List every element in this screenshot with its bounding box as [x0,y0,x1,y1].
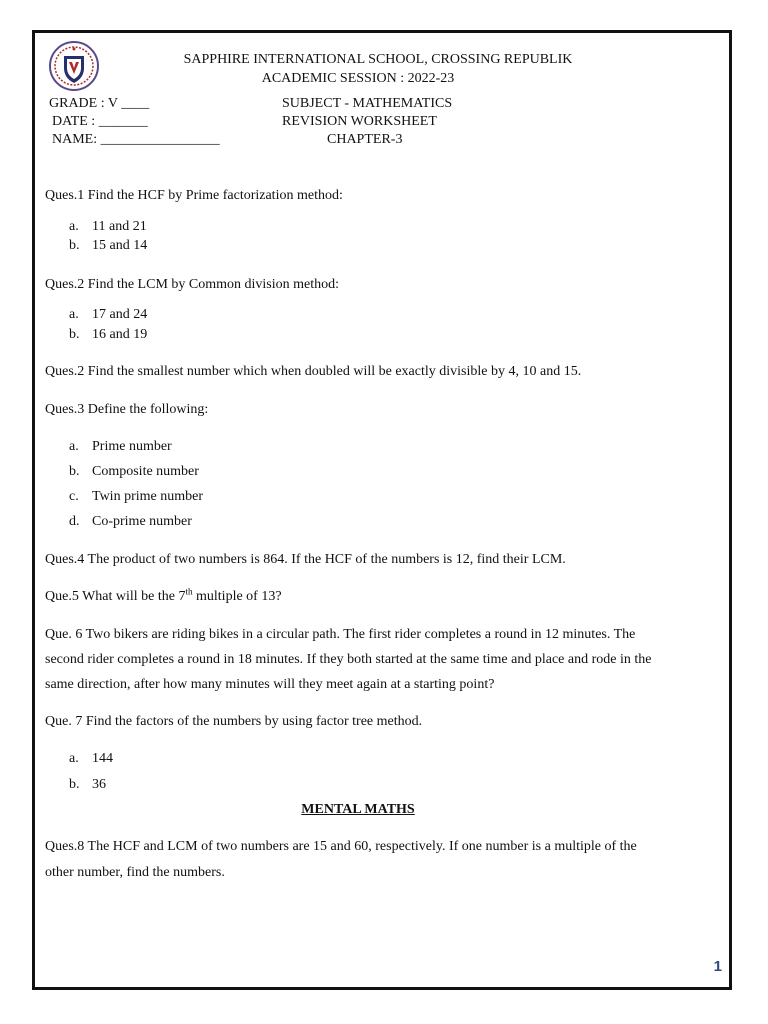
page-number: 1 [713,958,722,975]
list-marker: b. [69,464,80,479]
question-6-line: same direction, after how many minutes will they meet again at a starting point? [45,677,495,692]
section-heading: MENTAL MATHS [301,802,415,817]
date-field: DATE : _______ [52,114,148,129]
question-3: Ques.3 Define the following: [45,402,209,417]
list-marker: b. [69,777,80,792]
question-6-line: second rider completes a round in 18 minutes. If they both started at the same time and place and rode in the [45,652,652,667]
list-marker: a. [69,219,79,234]
grade-field: GRADE : V ____ [49,96,150,111]
list-item: 144 [92,751,113,766]
list-item: Twin prime number [92,489,203,504]
list-item: 36 [92,777,106,792]
list-item: 15 and 14 [92,238,148,253]
school-name: SAPPHIRE INTERNATIONAL SCHOOL, CROSSING REPUBLIK [183,52,573,67]
question-1: Ques.1 Find the HCF by Prime factorization method: [45,188,343,203]
list-marker: b. [69,327,80,342]
question-7: Que. 7 Find the factors of the numbers by using factor tree method. [45,714,423,729]
list-marker: b. [69,238,80,253]
question-5-text: Que.5 What will be the 7 [45,589,186,604]
list-marker: a. [69,751,79,766]
list-item: Prime number [92,439,172,454]
list-item: Co-prime number [92,514,192,529]
list-marker: a. [69,439,79,454]
question-2b: Ques.2 Find the smallest number which when doubled will be exactly divisible by 4, 10 and 15. [45,364,582,379]
question-8-line: Ques.8 The HCF and LCM of two numbers are 15 and 60, respectively. If one number is a multiple of the [45,839,637,854]
ordinal-suffix: th [185,586,193,597]
subject-label: SUBJECT - MATHEMATICS [282,96,453,111]
question-6-line: Que. 6 Two bikers are riding bikes in a circular path. The first rider completes a round in 12 minutes. The [45,627,636,642]
name-field: NAME: _________________ [52,132,220,147]
academic-session: ACADEMIC SESSION : 2022-23 [261,71,455,86]
question-4: Ques.4 The product of two numbers is 864. If the HCF of the numbers is 12, find their LCM. [45,552,566,567]
question-2: Ques.2 Find the LCM by Common division method: [45,277,340,292]
question-5 [45,588,282,605]
list-item: Composite number [92,464,199,479]
list-marker: d. [69,514,80,529]
question-8-line: other number, find the numbers. [45,865,225,880]
list-marker: c. [69,489,79,504]
worksheet-title: REVISION WORKSHEET [282,114,437,129]
list-item: 11 and 21 [92,219,147,234]
question-5-text-end: multiple of 13? [192,589,282,604]
chapter-label: CHAPTER-3 [327,132,403,147]
list-item: 17 and 24 [92,307,148,322]
list-item: 16 and 19 [92,327,148,342]
list-marker: a. [69,307,79,322]
